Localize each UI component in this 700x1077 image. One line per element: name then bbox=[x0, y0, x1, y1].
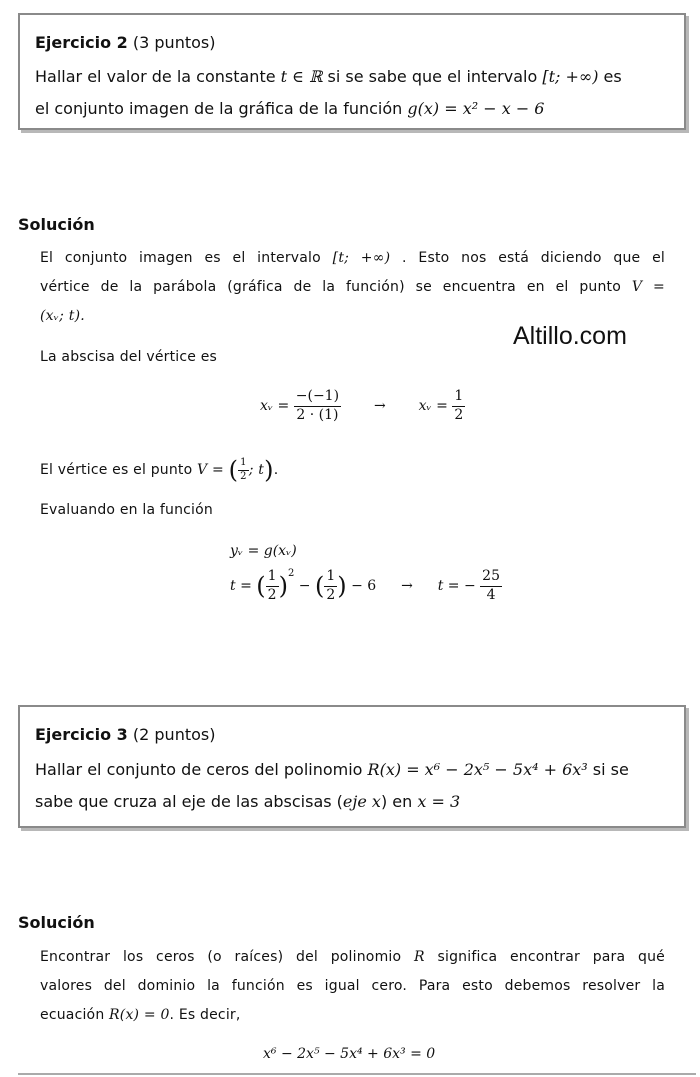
arrow-icon: → bbox=[401, 578, 413, 594]
text: Hallar el conjunto de ceros del polinomio bbox=[35, 760, 368, 779]
equation-final bbox=[263, 1046, 435, 1062]
fraction-xv bbox=[294, 388, 341, 424]
exercise-3-title: Ejercicio 3 bbox=[35, 725, 128, 744]
solution-1-heading: Solución bbox=[18, 215, 95, 234]
math-function-g: g(x) = x² − x − 6 bbox=[407, 99, 545, 118]
text: El conjunto imagen es el intervalo bbox=[40, 250, 333, 266]
fraction-result bbox=[480, 568, 502, 604]
fraction-numerator: 1 bbox=[324, 568, 337, 587]
math-xv-rhs: xᵥ = bbox=[418, 398, 448, 414]
exercise-3-box bbox=[18, 705, 686, 828]
math-vertex: V = ( $\frac{1}{2}$ ; t). bbox=[197, 456, 279, 484]
fraction-numerator: 1 bbox=[238, 457, 249, 471]
exercise-3-line-2 bbox=[35, 792, 672, 811]
math-polynomial-R: R(x) = x⁶ − 2x⁵ − 5x⁴ + 6x³ bbox=[367, 760, 588, 779]
solution-1-abscissa-text: La abscisa del vértice es bbox=[40, 349, 218, 365]
text: es bbox=[598, 67, 622, 86]
solution-2-heading: Solución bbox=[18, 913, 95, 932]
fraction-half bbox=[266, 568, 279, 604]
fraction-numerator: −(−1) bbox=[294, 388, 341, 407]
math-R-equals-0: R(x) = 0 bbox=[109, 1007, 170, 1023]
fraction-denominator: 2 bbox=[240, 470, 247, 482]
solution-1-vertex-text bbox=[40, 456, 665, 484]
text: Encontrar los ceros (o raíces) del polinomio bbox=[40, 949, 415, 965]
fraction-numerator: 25 bbox=[480, 568, 502, 587]
exercise-2-line-2 bbox=[35, 99, 672, 118]
fraction-numerator: 1 bbox=[266, 568, 279, 587]
exercise-3-line-1 bbox=[35, 760, 672, 779]
math-x-equals-3: x = 3 bbox=[417, 792, 461, 811]
solution-1-line-1 bbox=[40, 250, 665, 266]
text: . Esto nos está diciendo que el bbox=[390, 250, 665, 266]
fraction-denominator: 2 bbox=[326, 586, 336, 603]
exercise-2-line-1 bbox=[35, 67, 672, 86]
math-V: V = bbox=[197, 462, 224, 478]
math-R: R bbox=[414, 949, 425, 965]
math-V: V = bbox=[631, 279, 665, 295]
fraction-denominator: 2 bbox=[267, 586, 277, 603]
text: ) en bbox=[380, 792, 418, 811]
math-vertex-point: (xᵥ; t). bbox=[40, 308, 85, 324]
exercise-3-points: (2 puntos) bbox=[132, 725, 216, 744]
solution-1-line-2 bbox=[40, 279, 665, 295]
solution-2-line-1 bbox=[40, 949, 665, 965]
math-xv-lhs: xᵥ = bbox=[260, 398, 290, 414]
text: si se sabe que el intervalo bbox=[322, 67, 543, 86]
math-yv: yᵥ = g(xᵥ) bbox=[230, 543, 297, 559]
text: ecuación bbox=[40, 1007, 110, 1023]
fraction-denominator: 4 bbox=[486, 586, 496, 603]
text: . Es decir, bbox=[169, 1007, 241, 1023]
text: Hallar el valor de la constante bbox=[35, 67, 281, 86]
equation-xv bbox=[260, 388, 465, 424]
math-polynomial-equation: x⁶ − 2x⁵ − 5x⁴ + 6x³ = 0 bbox=[263, 1046, 436, 1062]
fraction-half bbox=[324, 568, 337, 604]
math-interval: [t; +∞) bbox=[332, 250, 391, 266]
math-t-in-R: t ∈ ℝ bbox=[280, 67, 323, 86]
text: El vértice es el punto bbox=[40, 462, 198, 478]
bottom-divider bbox=[18, 1073, 696, 1075]
exercise-2-title: Ejercicio 2 bbox=[35, 33, 128, 52]
equation-t: t = ( $\frac{1}{2}$ )$^2$ − ( $\frac{1}{2}$ ) − 6 → t = − $\frac{25}{4}$ bbox=[230, 568, 500, 603]
text: significa encontrar para qué bbox=[424, 949, 665, 965]
fraction-half-small bbox=[238, 457, 249, 483]
math-t-lhs: t = bbox=[230, 578, 252, 594]
text: si se bbox=[587, 760, 629, 779]
text: sabe que cruza al eje de las abscisas ( bbox=[35, 792, 343, 811]
fraction-denominator: 2 bbox=[454, 406, 464, 423]
exercise-2-points: (3 puntos) bbox=[132, 33, 216, 52]
math-t: ; t bbox=[248, 462, 265, 478]
text: el conjunto imagen de la gráfica de la función bbox=[35, 99, 408, 118]
exercise-2-box bbox=[18, 13, 686, 130]
fraction-denominator: 2 · (1) bbox=[296, 406, 339, 423]
solution-2-line-2: valores del dominio la función es igual cero. Para esto debemos resolver la bbox=[40, 978, 665, 994]
exponent: 2 bbox=[287, 568, 295, 579]
text: vértice de la parábola (gráfica de la función) se encuentra en el punto bbox=[40, 279, 632, 295]
math-interval: [t; +∞) bbox=[542, 67, 599, 86]
operator: − bbox=[298, 578, 311, 594]
math-t-result: t = − bbox=[437, 578, 476, 594]
operator-minus-six: − 6 bbox=[351, 578, 377, 594]
arrow-icon: → bbox=[373, 398, 386, 414]
fraction-half bbox=[452, 388, 465, 424]
watermark: Altillo.com bbox=[513, 322, 627, 350]
solution-2-line-3 bbox=[40, 1007, 665, 1023]
exercise-2-header bbox=[35, 33, 215, 52]
math-eje-x: eje x bbox=[342, 792, 381, 811]
equation-yv bbox=[230, 543, 297, 559]
solution-1-evaluating-text: Evaluando en la función bbox=[40, 502, 213, 518]
exercise-3-header bbox=[35, 725, 215, 744]
fraction-numerator: 1 bbox=[452, 388, 465, 407]
